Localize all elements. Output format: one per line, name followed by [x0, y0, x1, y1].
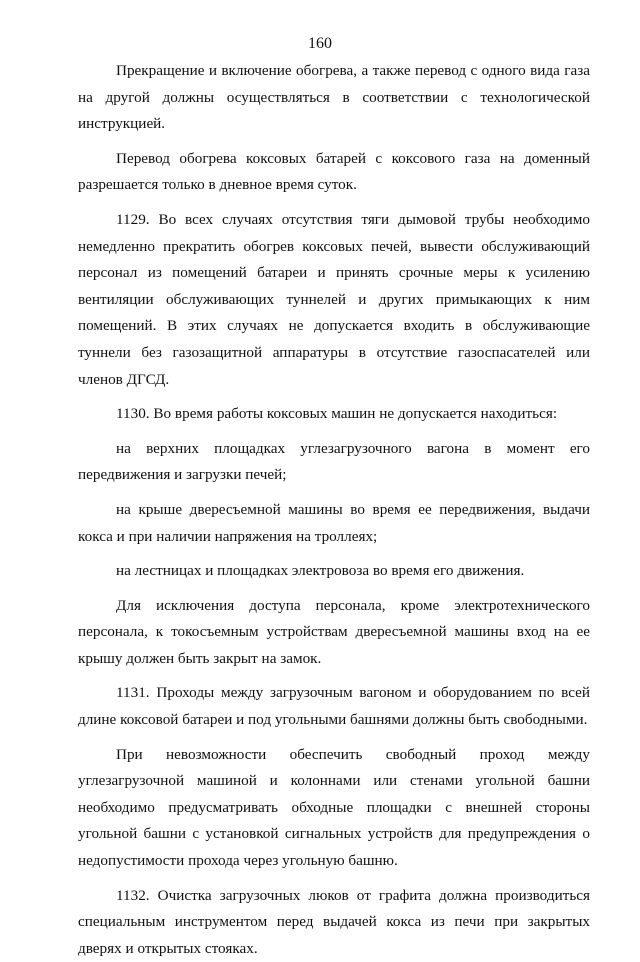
paragraph-1130-item-1: на верхних площадках углезагрузочного вагона в момент его передвижения и загрузки печей; — [78, 439, 590, 484]
paragraph-1131: 1131. Проходы между загрузочным вагоном и оборудованием по всей длине коксовой батареи и под угольными башнями должны быть свободными. — [78, 684, 590, 729]
paragraph-1130-item-3: на лестницах и площадках электровоза во время его движения. — [116, 562, 525, 580]
paragraph-heating-switch: Прекращение и включение обогрева, а также перевод с одного вида газа на другой должны осуществляться в соответствии с технологической инструкцией. — [78, 62, 590, 133]
paragraph-bypass-platforms: При невозможности обеспечить свободный проход между углезагрузочной машиной и колоннами или стенами угольной башни необходимо предусматривать обходные площадки с внешней стороны угольной башни с установкой сигнальных устройств для предупреждения о недопустимости прохода через угольную башню. — [78, 745, 590, 870]
paragraph-roof-access: Для исключения доступа персонала, кроме электротехнического персонала, к токосъемным устройствам двересъемной машины вход на ее крышу должен быть закрыт на замок. — [78, 596, 590, 667]
paragraph-1132: 1132. Очистка загрузочных люков от графита должна производиться специальным инструментом перед выдачей кокса из печи при закрытых дверях и открытых стояках. — [78, 886, 590, 957]
paragraph-1130: 1130. Во время работы коксовых машин не допускается находиться: — [116, 405, 558, 423]
paragraph-heating-transfer: Перевод обогрева коксовых батарей с коксового газа на доменный разрешается только в дневное время суток. — [78, 149, 590, 194]
page-number: 160 — [308, 35, 332, 52]
document-body — [78, 58, 590, 962]
paragraph-1129: 1129. Во всех случаях отсутствия тяги дымовой трубы необходимо немедленно прекратить обогрев коксовых печей, вывести обслуживающий персонал из помещений батареи и принять срочные меры к усилению вентиляции обслуживающих туннелей и других примыкающих к ним помещений. В этих случаях не допускается входить в обслуживающие туннели без газозащитной аппаратуры в отсутствие газоспасателей или членов ДГСД. — [78, 210, 590, 388]
paragraph-1130-item-2: на крыше двересъемной машины во время ее передвижения, выдачи кокса и при наличии напряжения на троллеях; — [78, 500, 590, 545]
